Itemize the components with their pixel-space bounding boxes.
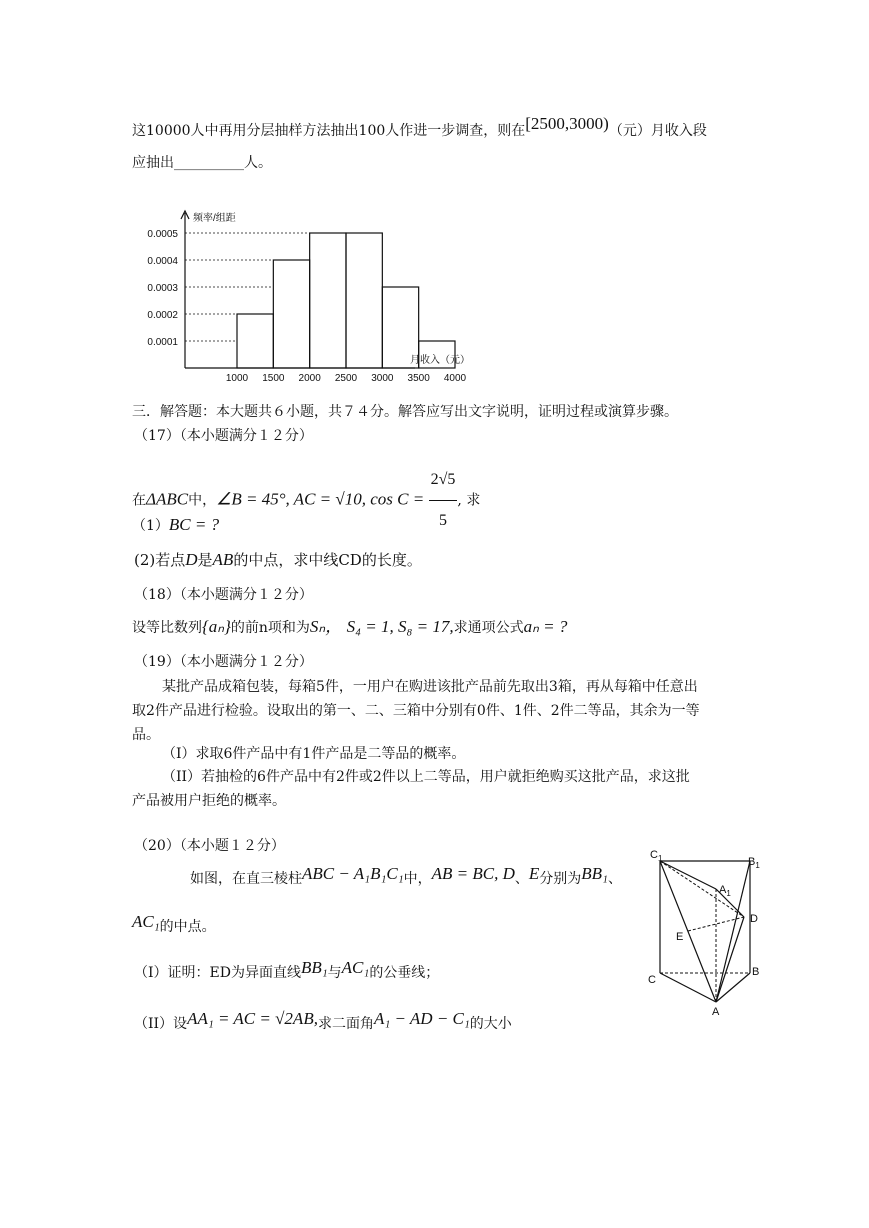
q17-p2-c: 的中点，求中线CD的长度。	[233, 551, 422, 569]
histogram-bar	[273, 260, 309, 368]
q17-p1-math: BC = ?	[168, 515, 220, 534]
q20-s2e: 的大小	[469, 1016, 512, 1032]
q17-fraction	[429, 460, 458, 541]
label-a1: $A_1$	[719, 884, 731, 898]
q20-e: E	[528, 864, 540, 883]
q20-s1b: BB₁	[300, 958, 328, 977]
q20-sub2	[134, 1009, 512, 1034]
q20-prism: ABC − A₁B₁C₁	[302, 864, 404, 883]
q18-d: 求通项公式	[453, 620, 524, 636]
x-tick-label: 4000	[443, 373, 467, 384]
q18-a: 设等比数列	[132, 620, 202, 636]
label-a: A	[712, 1006, 720, 1018]
label-d: D	[750, 913, 758, 925]
label-c: C	[648, 974, 656, 986]
q16-line2: 应抽出__________人。	[132, 155, 272, 171]
q17-p2-d: D	[185, 550, 198, 569]
q16-text-a: 这10000人中再用分层抽样方法抽出100人作进一步调查，则在	[132, 123, 526, 139]
y-tick-label: 0.0003	[147, 283, 178, 294]
q18-sn: Sₙ，	[309, 617, 343, 636]
q20-header: （20）（本小题１２分）	[134, 838, 285, 854]
y-axis-label: 频率/组距	[193, 213, 236, 224]
q20-s1a: （I）证明：ED为异面直线	[134, 965, 301, 981]
q17-qiu: , 求	[457, 492, 481, 509]
q20-c: 、	[514, 871, 529, 887]
y-tick-label: 0.0002	[147, 310, 178, 321]
x-axis-label: 月收入（元）	[410, 355, 470, 366]
label-b1: $B_1$	[748, 856, 760, 870]
x-tick-label: 3500	[407, 373, 430, 384]
x-tick-label: 1000	[225, 373, 249, 384]
q17-frac-num: 2√5	[429, 460, 458, 501]
q19-header: （19）（本小题满分１２分）	[134, 654, 313, 670]
edge-b1-a	[716, 861, 750, 1002]
q19-p1: 某批产品成箱包装，每箱5件，一用户在购进该批产品前先取出3箱，再从每箱中任意出	[162, 679, 698, 695]
q17-p2-ab: AB	[212, 550, 234, 569]
q17-part1	[132, 515, 219, 536]
edge-c1-a	[660, 861, 716, 1002]
q20-s1c: 与	[327, 965, 342, 981]
q19-sub2b: 产品被用户拒绝的概率。	[132, 793, 286, 809]
y-tick-label: 0.0001	[147, 337, 178, 348]
histogram-bar	[346, 233, 382, 368]
q20-b: 中，	[403, 871, 432, 887]
q19-sub1: （I）求取6件产品中有1件产品是二等品的概率。	[162, 746, 466, 762]
q20-d: 分别为	[539, 871, 582, 887]
histogram-bar	[310, 233, 346, 368]
q17-statement	[132, 460, 481, 529]
prism-figure	[640, 845, 770, 1020]
q17-p2-a: (2)若点	[134, 551, 186, 569]
label-e: E	[676, 931, 684, 943]
q17-intro: 在	[132, 492, 146, 509]
q20-sub1	[134, 958, 440, 983]
q17-frac-den: 5	[439, 512, 448, 529]
q16-interval: [2500,3000)	[525, 114, 609, 133]
edge-c1-a1	[660, 861, 716, 889]
q20-statement	[190, 864, 622, 889]
edge-c-a	[660, 973, 716, 1002]
q20-s2b: AA₁ = AC = √2AB,	[187, 1009, 318, 1028]
q20-line2	[132, 912, 216, 937]
q20-s2d: A₁ − AD − C₁	[373, 1009, 470, 1028]
y-tick-label: 0.0005	[147, 229, 178, 240]
q18-header: （18）（本小题满分１２分）	[134, 587, 313, 603]
q19-p2: 取2件产品进行检验。设取出的第一、二、三箱中分别有0件、1件、2件二等品，其余为一等	[132, 703, 700, 719]
q20-s1d: AC₁	[341, 958, 370, 977]
q17-conditions: ∠B = 45°, AC = √10, cos C =	[216, 489, 425, 509]
q17-zhong: 中，	[188, 492, 217, 509]
edge-a-d	[716, 917, 744, 1002]
q19-p3: 品。	[132, 727, 160, 743]
q18-statement	[132, 617, 567, 638]
q17-p1-label: （1）	[132, 518, 169, 534]
q17-triangle: ΔABC	[146, 489, 189, 509]
x-tick-label: 2500	[334, 373, 358, 384]
histogram-bar	[237, 314, 273, 368]
x-tick-label: 1500	[262, 373, 285, 384]
q20-bb1: BB₁	[581, 864, 608, 883]
q20-s2c: 求二面角	[317, 1016, 374, 1032]
q17-header: （17）（本小题满分１２分）	[134, 428, 313, 444]
y-tick-label: 0.0004	[147, 256, 178, 267]
q20-g: 的中点。	[159, 919, 216, 935]
label-b: B	[752, 966, 760, 978]
x-tick-label: 3000	[371, 373, 394, 384]
q18-b: 的前n项和为	[230, 620, 310, 636]
q20-s2a: （II）设	[134, 1016, 188, 1032]
q20-a: 如图，在直三棱柱	[190, 871, 302, 887]
q17-part2	[134, 550, 422, 570]
x-tick-label: 2000	[298, 373, 321, 384]
q18-c: S₄ = 1, S₈ = 17,	[346, 617, 454, 636]
histogram-chart	[130, 205, 570, 385]
q16-text-b: （元）月收入段	[608, 123, 707, 139]
q17-p2-b: 是	[197, 551, 213, 569]
edge-c1-d	[660, 861, 744, 917]
q18-e: aₙ = ?	[523, 617, 568, 636]
section3-heading: 三．解答题：本大题共６小题，共７４分。解答应写出文字说明，证明过程或演算步骤。	[132, 404, 678, 420]
q20-cond: AB = BC, D	[431, 864, 515, 883]
q18-seq: {aₙ}	[202, 617, 231, 636]
q20-s1e: 的公垂线；	[369, 965, 440, 981]
q20-f: 、	[607, 871, 622, 887]
label-c1: $C_1$	[650, 849, 663, 863]
q16-line1	[132, 114, 707, 141]
q19-sub2a: （II）若抽检的6件产品中有2件或2件以上二等品，用户就拒绝购买这批产品，求这批	[162, 769, 690, 785]
q20-ac1: AC₁	[132, 912, 160, 931]
